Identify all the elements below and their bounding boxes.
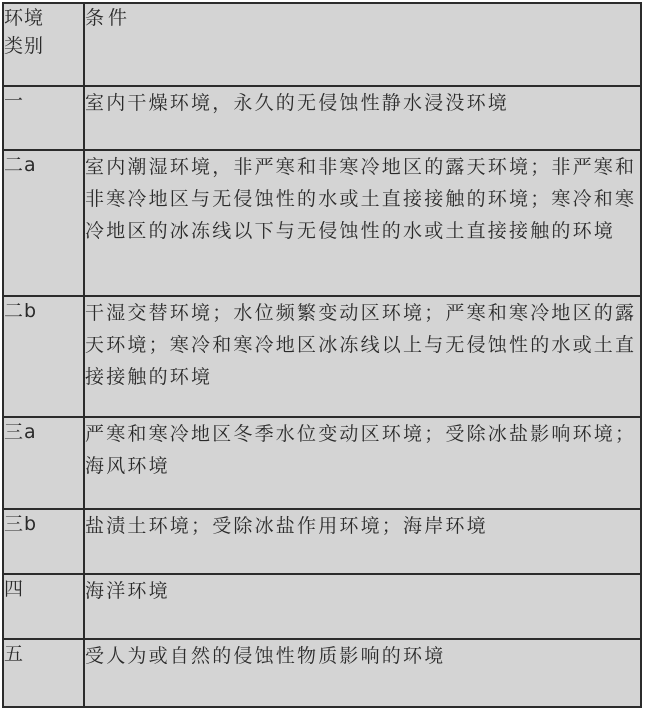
table-row (3, 574, 641, 639)
condition-cell: 室内干燥环境，永久的无侵蚀性静水浸没环境 (84, 86, 641, 150)
condition-cell: 严寒和寒冷地区冬季水位变动区环境；受除冰盐影响环境；海风环境 (84, 417, 641, 509)
condition-cell: 干湿交替环境；水位频繁变动区环境；严寒和寒冷地区的露天环境；寒冷和寒冷地区冰冻线以上与无侵蚀性的水或土直接接触的环境 (84, 296, 641, 417)
header-condition: 条件 (84, 3, 641, 86)
table-row (3, 417, 641, 509)
category-cell: 一 (3, 86, 84, 150)
table-row (3, 86, 641, 150)
condition-cell: 室内潮湿环境，非严寒和非寒冷地区的露天环境；非严寒和非寒冷地区与无侵蚀性的水或土直接接触的环境；寒冷和寒冷地区的冰冻线以下与无侵蚀性的水或土直接接触的环境 (84, 150, 641, 296)
category-cell: 三a (3, 417, 84, 509)
category-cell: 二a (3, 150, 84, 296)
table-row (3, 639, 641, 707)
header-category-line2: 类别 (4, 35, 45, 57)
environment-category-table (2, 2, 642, 708)
category-cell: 四 (3, 574, 84, 639)
category-cell: 二b (3, 296, 84, 417)
header-category-line1: 环境 (4, 7, 45, 29)
table-row (3, 296, 641, 417)
header-category (3, 3, 84, 86)
table-row (3, 509, 641, 574)
table-row (3, 150, 641, 296)
condition-cell: 海洋环境 (84, 574, 641, 639)
condition-cell: 盐渍土环境；受除冰盐作用环境；海岸环境 (84, 509, 641, 574)
condition-cell: 受人为或自然的侵蚀性物质影响的环境 (84, 639, 641, 707)
header-row (3, 3, 641, 86)
category-cell: 五 (3, 639, 84, 707)
category-cell: 三b (3, 509, 84, 574)
